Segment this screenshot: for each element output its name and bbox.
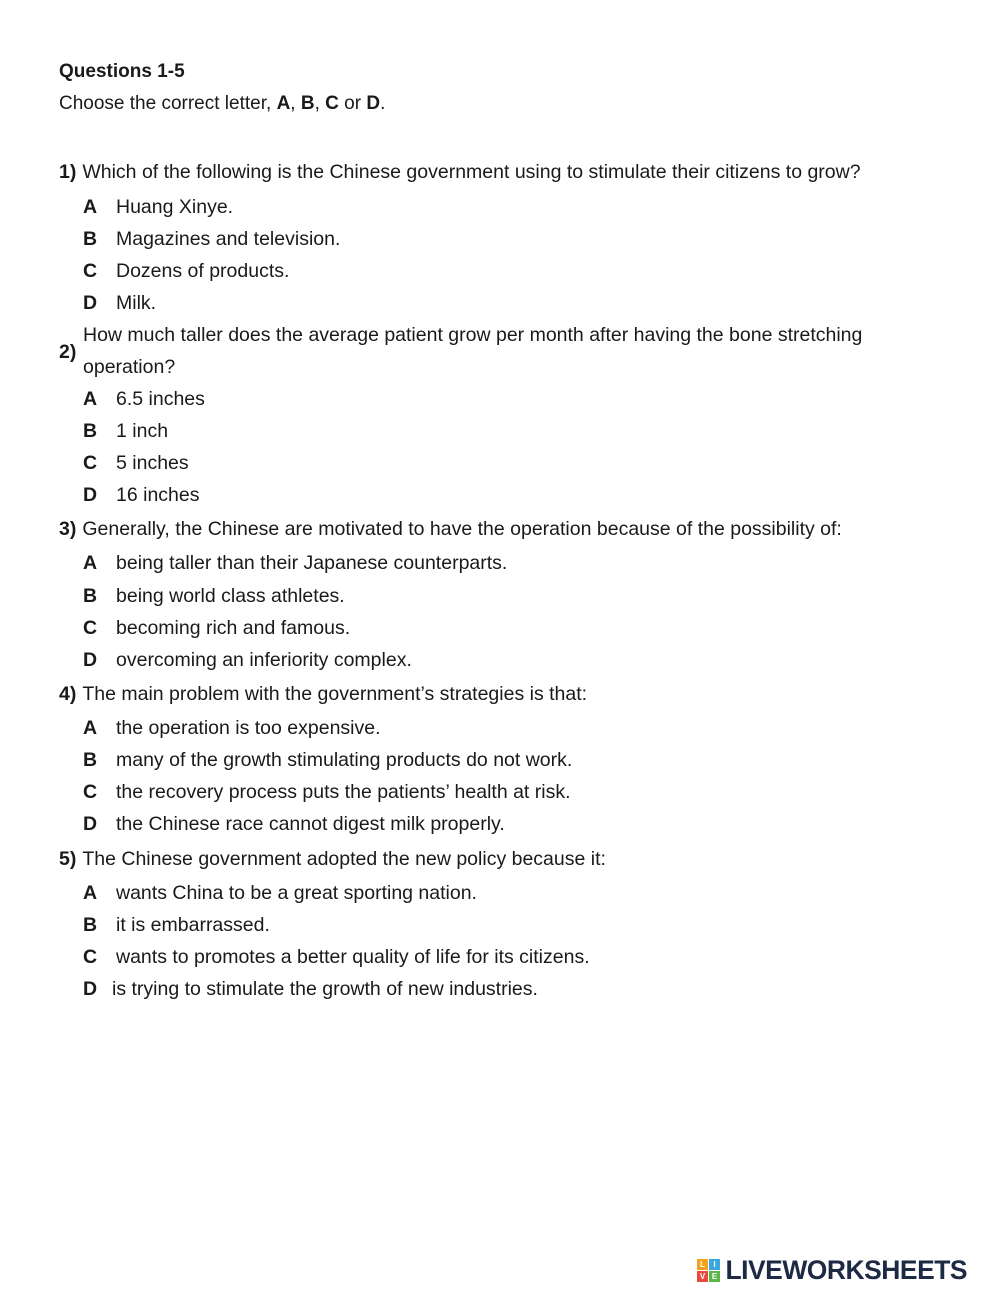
logo-tile: L xyxy=(697,1259,708,1270)
option-1a[interactable]: A Huang Xinye. xyxy=(83,196,234,218)
question-number: 5) xyxy=(59,848,77,870)
question-5 xyxy=(59,847,606,871)
instruction-text: Choose the correct letter, A, B, C or D. xyxy=(59,93,386,114)
option-4d[interactable]: D the Chinese race cannot digest milk properly. xyxy=(83,813,505,835)
logo-tile: V xyxy=(697,1271,708,1282)
option-1c[interactable]: C Dozens of products. xyxy=(83,260,290,282)
logo-tiles-icon xyxy=(697,1259,720,1282)
question-text: The Chinese government adopted the new policy because it: xyxy=(82,848,606,870)
option-5d[interactable]: D is trying to stimulate the growth of new industries. xyxy=(83,978,538,1000)
option-5b[interactable]: B it is embarrassed. xyxy=(83,914,270,936)
page-title: Questions 1-5 xyxy=(59,61,185,82)
logo-tile: I xyxy=(709,1259,720,1270)
question-text: Generally, the Chinese are motivated to have the operation because of the possibility of: xyxy=(82,518,842,540)
option-3b[interactable]: B being world class athletes. xyxy=(83,585,345,607)
option-2d[interactable]: D 16 inches xyxy=(83,484,200,506)
question-3 xyxy=(59,517,842,541)
question-text: The main problem with the government’s strategies is that: xyxy=(82,683,588,705)
option-3d[interactable]: D overcoming an inferiority complex. xyxy=(83,649,412,671)
option-1d[interactable]: D Milk. xyxy=(83,292,157,314)
option-3a[interactable]: A being taller than their Japanese counterparts. xyxy=(83,552,508,574)
question-number: 2) xyxy=(59,341,77,363)
question-number: 4) xyxy=(59,683,77,705)
option-2b[interactable]: B 1 inch xyxy=(83,420,169,442)
option-1b[interactable]: B Magazines and television. xyxy=(83,228,341,250)
option-2c[interactable]: C 5 inches xyxy=(83,452,189,474)
question-4 xyxy=(59,682,587,706)
option-4a[interactable]: A the operation is too expensive. xyxy=(83,717,381,739)
option-4b[interactable]: B many of the growth stimulating products do not work. xyxy=(83,749,573,771)
question-2-text-line1: How much taller does the average patient grow per month after having the bone stretching xyxy=(83,324,863,346)
option-4c[interactable]: C the recovery process puts the patients’ health at risk. xyxy=(83,781,571,803)
liveworksheets-logo xyxy=(697,1253,970,1287)
option-5c[interactable]: C wants to promotes a better quality of life for its citizens. xyxy=(83,946,590,968)
option-2a[interactable]: A 6.5 inches xyxy=(83,388,205,410)
question-number: 1) xyxy=(59,161,77,183)
logo-tile: E xyxy=(709,1271,720,1282)
question-text: Which of the following is the Chinese government using to stimulate their citizens to grow? xyxy=(82,161,861,183)
option-3c[interactable]: C becoming rich and famous. xyxy=(83,617,351,639)
logo-text: LIVEWORKSHEETS xyxy=(725,1254,968,1285)
question-number: 3) xyxy=(59,518,77,540)
question-2-text-line2: operation? xyxy=(83,356,176,378)
option-5a[interactable]: A wants China to be a great sporting nation. xyxy=(83,882,477,904)
question-1 xyxy=(59,160,861,184)
